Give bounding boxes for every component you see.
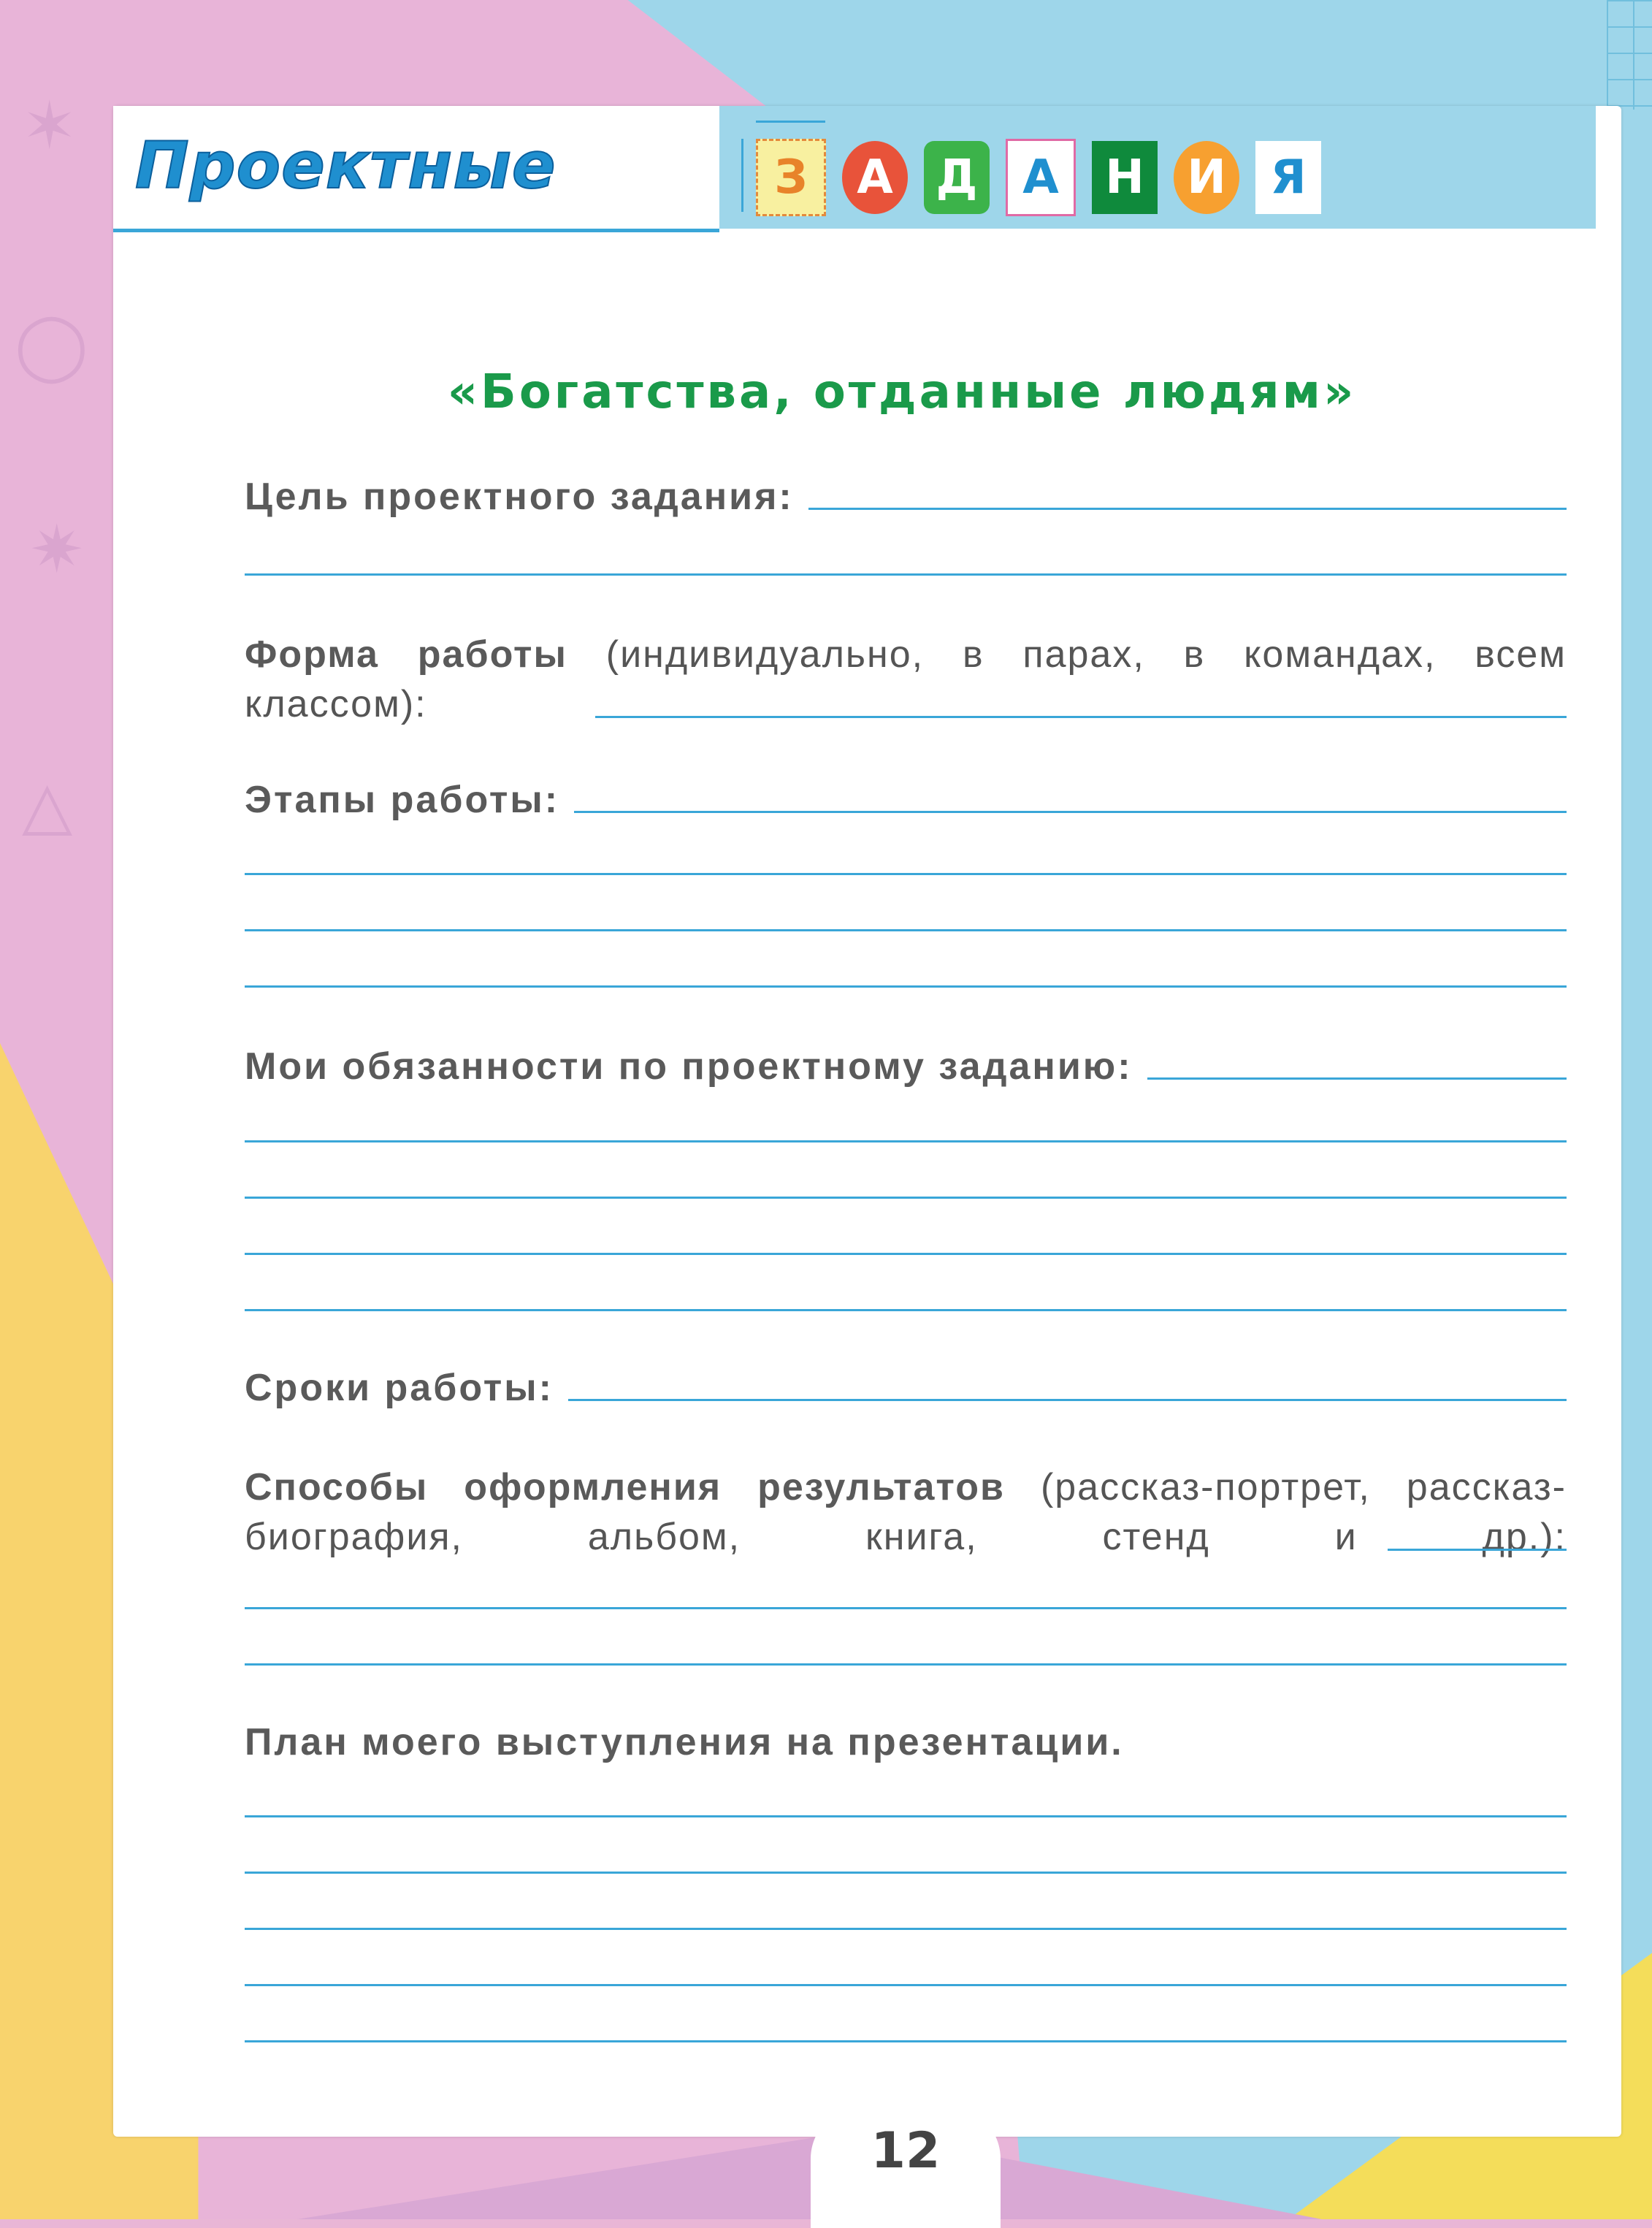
answer-line[interactable] [245,1984,1567,1986]
answer-line[interactable] [245,1928,1567,1930]
letter-tile: Д [924,141,990,214]
goal-row [245,475,1567,519]
answer-line[interactable] [245,2040,1567,2042]
answer-line[interactable] [245,1197,1567,1199]
section-header [113,106,1621,252]
answer-line[interactable] [245,985,1567,988]
duties-label: Мои обязанности по проектному заданию: [245,1045,1133,1088]
form-paragraph [245,630,1567,729]
letter-tile: Я [1255,141,1321,214]
answer-line[interactable] [245,1663,1567,1666]
answer-line[interactable] [245,929,1567,931]
goal-label: Цель проектного задания: [245,476,794,518]
results-note: (рассказ-портрет, рассказ-биография, альбом, книга, стенд и др.): [245,1466,1567,1558]
form-note: (индивидуально, в парах, в командах, всем классом): [245,633,1567,725]
terms-answer-line[interactable] [568,1399,1567,1401]
answer-line[interactable] [245,1140,1567,1142]
letter-tile: З [756,139,826,216]
form-label: Форма работы [245,633,567,676]
terms-label: Сроки работы: [245,1367,554,1409]
answer-line[interactable] [245,873,1567,875]
letter-tile: А [1006,139,1076,216]
terms-row [245,1366,1567,1410]
results-label: Способы оформления результатов [245,1466,1005,1508]
answer-line[interactable] [245,1872,1567,1874]
answer-line[interactable] [245,1309,1567,1311]
star-decoration-icon: ✷ [29,514,85,587]
plan-label: План моего выступления на презентации. [245,1721,1124,1763]
duties-answer-line[interactable] [1147,1077,1567,1080]
letter-tile-apple: А [842,141,908,214]
letter-tile: И [1174,141,1239,214]
answer-line[interactable] [245,1607,1567,1609]
stages-label: Этапы работы: [245,779,560,821]
header-title: Проектные [135,128,557,203]
header-label-area [113,106,719,232]
results-answer-line[interactable] [1388,1549,1567,1551]
form-answer-line[interactable] [595,716,1567,718]
page-number: 12 [871,2122,941,2180]
measure-arrow-icon [756,121,825,123]
measure-arrow-vertical-icon [741,139,743,212]
plan-row [245,1720,1567,1764]
results-paragraph [245,1462,1567,1562]
goal-answer-line[interactable] [808,508,1567,510]
page-title: «Богатства, отданные людям» [447,365,1357,419]
star-decoration-icon: ✶ [22,90,77,163]
duties-row [245,1045,1567,1088]
grid-decoration [1607,0,1652,110]
triangle-decoration-icon: △ [22,769,73,842]
letter-tile: Н [1092,141,1158,214]
header-letter-tiles [756,139,1321,216]
stages-answer-line[interactable] [574,811,1567,813]
answer-line[interactable] [245,1253,1567,1255]
stages-row [245,778,1567,822]
circle-decoration-icon: ◯ [15,309,88,382]
answer-line[interactable] [245,1815,1567,1817]
answer-line[interactable] [245,573,1567,576]
